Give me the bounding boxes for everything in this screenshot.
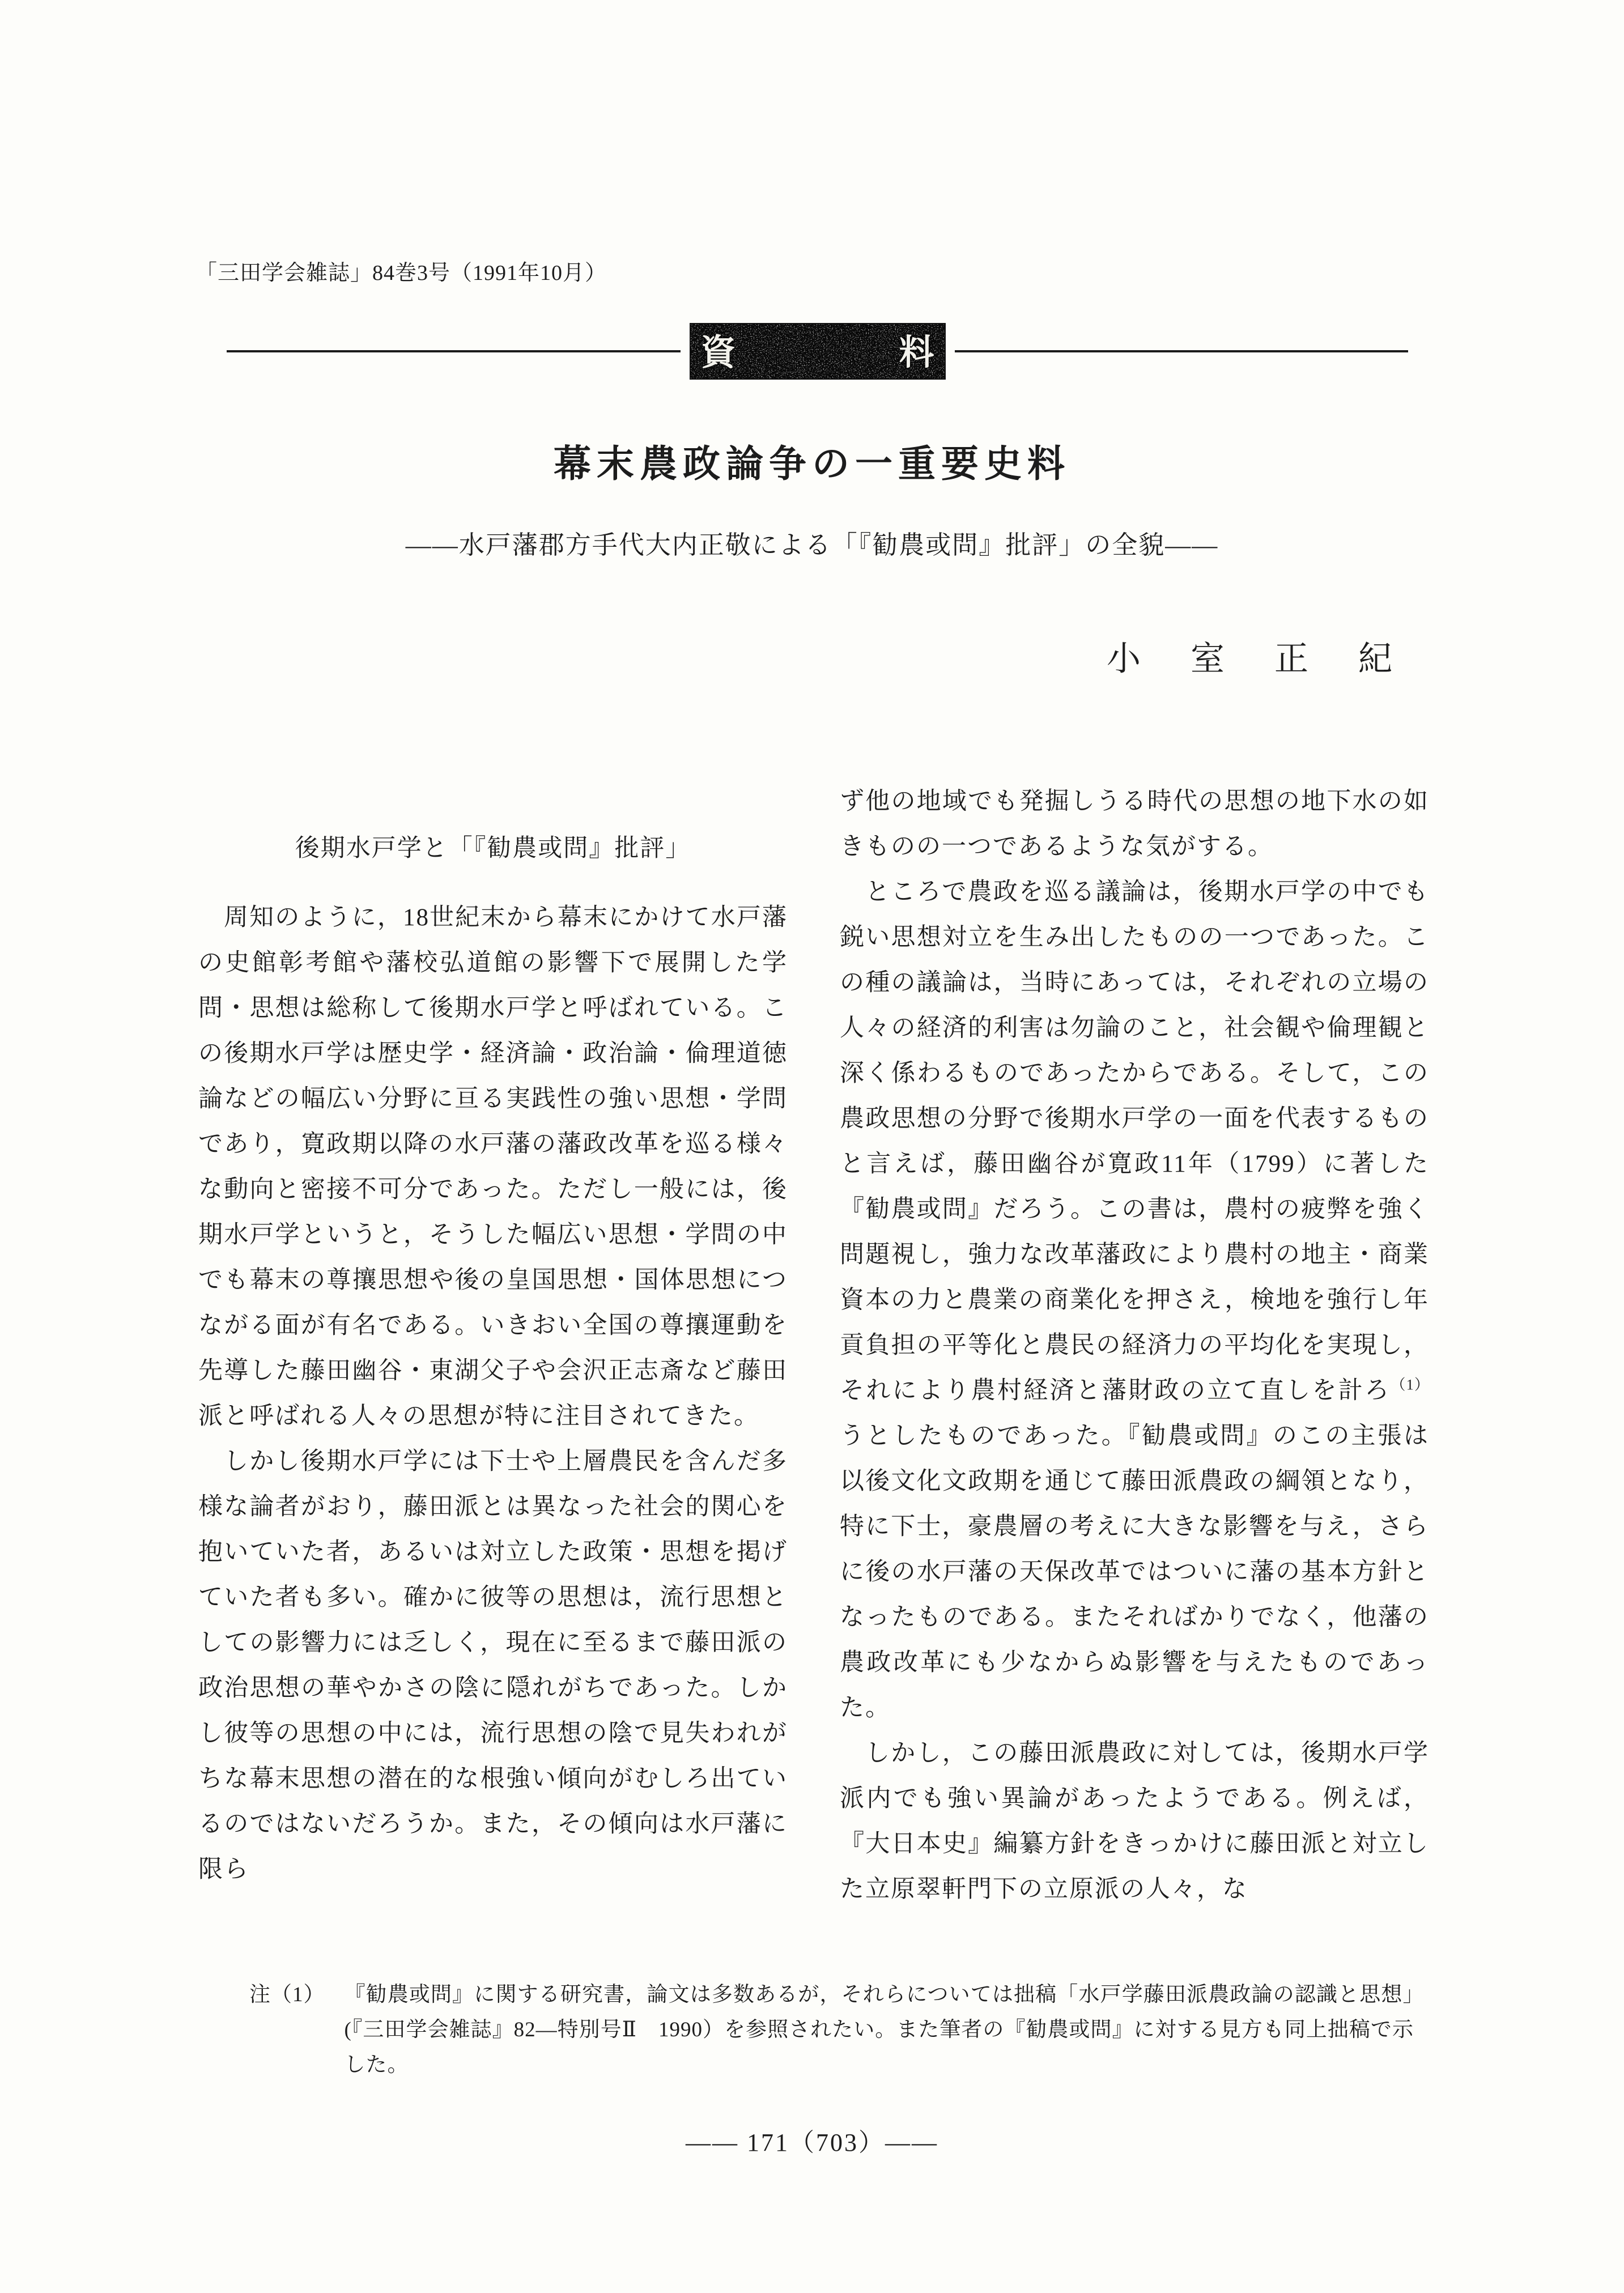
right-column bbox=[840, 779, 1429, 1912]
body-paragraph bbox=[198, 1439, 788, 1892]
body-paragraph bbox=[198, 895, 788, 1439]
footnote-ref-marker: （1） bbox=[1391, 1376, 1429, 1393]
body-columns bbox=[198, 779, 1429, 1912]
banner-char-shi: 資 bbox=[700, 333, 736, 372]
journal-header: 「三田学会雑誌」84巻3号（1991年10月） bbox=[195, 261, 607, 285]
body-paragraph bbox=[840, 1731, 1429, 1912]
text-segment: ず他の地域でも発掘しうる時代の思想の地下水の如きものの一つであるような気がする。 bbox=[840, 788, 1429, 860]
shiryo-banner-row bbox=[227, 323, 1408, 380]
text-segment: ところで農政を巡る議論は，後期水戸学の中でも鋭い思想対立を生み出したものの一つであった。この種の議論は，当時にあっては，それぞれの立場の人々の経済的利害は勿論のこと，社会観や倫理観と深く係わるものであったからである。そして，この農政思想の分野で後期水戸学の一面を代表するものと言えば，藤田幽谷が寛政11年（1799）に著した『勧農或問』だろう。この書は，農村の疲弊を強く問題視し，強力な改革藩政により農村の地主・商業資本の力と農業の商業化を押さえ，検地を強行し年貢負担の平等化と農民の経済力の平均化を実現し，それにより農村経済と藩財政の立て直しを計ろ bbox=[840, 879, 1429, 1404]
article-title: 幕末農政論争の一重要史料 bbox=[554, 444, 1070, 485]
text-segment: 周知のように，18世紀末から幕末にかけて水戸藩の史館彰考館や藩校弘道館の影響下で展開した学問・思想は総称して後期水戸学と呼ばれている。この後期水戸学は歴史学・経済論・政治論・倫理道徳論などの幅広い分野に亘る実践性の強い思想・学問であり，寛政期以降の水戸藩の藩政改革を巡る様々な動向と密接不可分であった。ただし一般には，後期水戸学というと，そうした幅広い思想・学問の中でも幕末の尊攘思想や後の皇国思想・国体思想につながる面が有名である。いきおい全国の尊攘運動を先導した藤田幽谷・東湖父子や会沢正志斎など藤田派と呼ばれる人々の思想が特に注目されてきた。 bbox=[198, 904, 788, 1430]
right-column-paragraphs bbox=[840, 779, 1429, 1912]
left-column bbox=[198, 779, 788, 1912]
text-segment: しかし後期水戸学には下士や上層農民を含んだ多様な論者がおり，藤田派とは異なった社会的関心を抱いていた者，あるいは対立した政策・思想を掲げていた者も多い。確かに彼等の思想は，流行思想としての影響力には乏しく，現在に至るまで藤田派の政治思想の華やかさの陰に隠れがちであった。しかし彼等の思想の中には，流行思想の陰で見失われがちな幕末思想の潜在的な根強い傾向がむしろ出ているのではないだろうか。また，その傾向は水戸藩に限ら bbox=[198, 1448, 788, 1883]
text-segment: うとしたものであった。『勧農或問』のこの主張は以後文化文政期を通じて藤田派農政の綱領となり，特に下士，豪農層の考えに大きな影響を与え，さらに後の水戸藩の天保改革ではついに藩の基本方針となったものである。またそればかりでなく，他藩の農政改革にも少なからぬ影響を与えたものであった。 bbox=[840, 1423, 1429, 1721]
banner-left-rule bbox=[227, 350, 681, 352]
footnote-text: 『勧農或問』に関する研究書，論文は多数あるが，それらについては拙稿「水戸学藤田派農政論の認識と思想」(『三田学会雑誌』82—特別号Ⅱ 1990）を参照されたい。また筆者の『勧農或問』に対する見方も同上拙稿で示した。 bbox=[344, 1983, 1414, 2077]
article-subtitle: ——水戸藩郡方手代大内正敬による「『勧農或問』批評」の全貌—— bbox=[405, 531, 1219, 559]
banner-char-ryo: 料 bbox=[899, 333, 934, 372]
banner-right-rule bbox=[955, 350, 1409, 352]
footnote-label: 注（1） bbox=[249, 1983, 325, 2006]
shiryo-banner bbox=[690, 323, 946, 380]
text-segment: しかし，この藤田派農政に対しては，後期水戸学派内でも強い異論があったようである。例えば，『大日本史』編纂方針をきっかけに藤田派と対立した立原翠軒門下の立原派の人々，な bbox=[840, 1740, 1429, 1903]
footnote bbox=[249, 1977, 1414, 2083]
author-name: 小 室 正 紀 bbox=[1107, 640, 1400, 678]
left-column-paragraphs bbox=[198, 895, 788, 1892]
body-paragraph bbox=[840, 870, 1429, 1731]
section-heading: 後期水戸学と「『勧農或問』批評」 bbox=[295, 835, 691, 862]
page-number: —— 171（703）—— bbox=[686, 2129, 938, 2156]
body-paragraph bbox=[840, 779, 1429, 870]
